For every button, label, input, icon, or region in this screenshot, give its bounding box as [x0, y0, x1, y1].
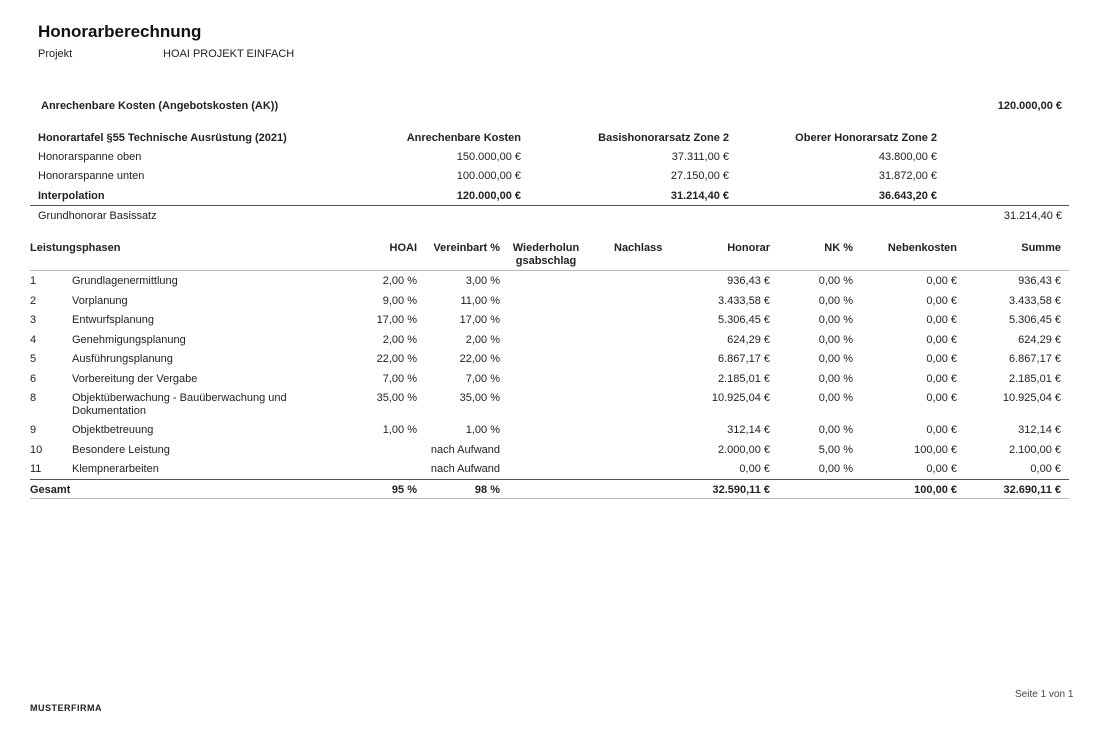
grundhonorar-label: Grundhonorar Basissatz: [38, 210, 157, 222]
honorartafel-cell-basis: 37.311,00 €: [671, 151, 729, 163]
phase-number: 2: [30, 294, 37, 307]
phase-summe: 3.433,58 €: [1009, 294, 1061, 307]
phase-honorar: 624,29 €: [727, 333, 770, 346]
phase-name: Vorbereitung der Vergabe: [72, 372, 198, 385]
interpolation-cell-label: Interpolation: [38, 190, 105, 202]
phase-name: Besondere Leistung: [72, 443, 170, 456]
phase-vereinbart: 1,00 %: [465, 424, 500, 436]
interpolation-cell-oberer: 36.643,20 €: [878, 190, 937, 202]
phase-vereinbart: 35,00 %: [459, 392, 500, 404]
phase-summe: 2.100,00 €: [1009, 443, 1061, 456]
phase-honorar: 2.000,00 €: [718, 443, 770, 456]
phase-number: 3: [30, 314, 37, 326]
phase-name: Entwurfsplanung: [72, 314, 154, 326]
phase-nk: 5,00 %: [818, 443, 853, 456]
total-top-divider: [30, 479, 1069, 480]
phase-summe: 0,00 €: [1030, 463, 1061, 475]
phase-summe: 624,29 €: [1018, 333, 1061, 346]
phase-nebenkosten: 0,00 €: [926, 463, 957, 475]
total-nebenkosten: 100,00 €: [914, 484, 957, 496]
phase-nk: 0,00 %: [818, 333, 853, 346]
phases-header-honorar: Honorar: [727, 242, 770, 254]
phases-header-phase: Leistungsphasen: [30, 242, 121, 254]
phase-name: Klempnerarbeiten: [72, 463, 159, 475]
phase-name: Grundlagenermittlung: [72, 275, 178, 287]
phase-honorar: 10.925,04 €: [711, 392, 770, 404]
honorartafel-cell-label: Honorarspanne oben: [38, 151, 142, 163]
phase-summe: 6.867,17 €: [1009, 353, 1061, 365]
phase-name-continued: Dokumentation: [72, 405, 146, 417]
phase-summe: 312,14 €: [1018, 424, 1061, 436]
total-summe: 32.690,11 €: [1003, 484, 1061, 496]
phases-header-summe: Summe: [1021, 242, 1061, 254]
phase-nebenkosten: 0,00 €: [926, 275, 957, 287]
phase-number: 6: [30, 372, 37, 385]
phase-nebenkosten: 0,00 €: [926, 353, 957, 365]
phases-header-divider: [30, 270, 1069, 271]
ak-label: Anrechenbare Kosten (Angebotskosten (AK)): [41, 100, 279, 112]
honorartafel-cell-kosten: 100.000,00 €: [456, 170, 521, 182]
phase-nebenkosten: 0,00 €: [926, 294, 957, 307]
phase-hoai: 17,00 %: [376, 314, 417, 326]
phase-summe: 936,43 €: [1018, 275, 1061, 287]
phases-header-vereinbart: Vereinbart %: [433, 242, 500, 254]
phase-vereinbart: 2,00 %: [465, 333, 500, 346]
phase-hoai: 7,00 %: [382, 372, 417, 385]
phases-header-hoai: HOAI: [389, 242, 417, 254]
ak-value: 120.000,00 €: [997, 100, 1062, 112]
phase-nebenkosten: 0,00 €: [926, 392, 957, 404]
honorartafel-cell-oberer: 43.800,00 €: [878, 151, 937, 163]
phase-number: 4: [30, 333, 37, 346]
phases-header-nebenkosten: Nebenkosten: [887, 242, 957, 254]
phase-number: 8: [30, 392, 37, 404]
phase-number: 1: [30, 275, 37, 287]
phase-name: Objektbetreuung: [72, 424, 154, 436]
phase-nebenkosten: 0,00 €: [926, 424, 957, 436]
grundhonorar-value: 31.214,40 €: [1003, 210, 1062, 222]
phase-vereinbart: 3,00 %: [465, 275, 500, 287]
honorartafel-cell-basis: 27.150,00 €: [670, 170, 729, 182]
phases-header-wiederholung-1: Wiederholun: [512, 242, 580, 254]
honorartafel-header-kosten: Anrechenbare Kosten: [406, 132, 521, 144]
interpolation-divider: [30, 205, 1069, 206]
phase-hoai: 35,00 %: [376, 392, 417, 404]
phase-honorar: 2.185,01 €: [718, 372, 770, 385]
phase-hoai: 2,00 %: [382, 275, 417, 287]
total-bottom-divider: [30, 498, 1069, 499]
phase-nebenkosten: 100,00 €: [914, 443, 957, 456]
phase-nk: 0,00 %: [818, 392, 853, 404]
phase-number: 9: [30, 424, 37, 436]
phase-hoai: 1,00 %: [382, 424, 417, 436]
phase-honorar: 5.306,45 €: [718, 314, 770, 326]
phase-number: 5: [30, 353, 37, 365]
phase-nebenkosten: 0,00 €: [926, 333, 957, 346]
phases-header-nachlass: Nachlass: [614, 242, 663, 254]
interpolation-cell-kosten: 120.000,00 €: [456, 190, 521, 202]
phase-number: 11: [30, 463, 42, 475]
phase-name: Vorplanung: [72, 294, 128, 307]
phase-vereinbart: 22,00 %: [459, 353, 500, 365]
phase-honorar: 0,00 €: [739, 463, 770, 475]
total-honorar: 32.590,11 €: [712, 484, 770, 496]
phase-honorar: 6.867,17 €: [718, 353, 770, 365]
phase-nk: 0,00 %: [818, 372, 853, 385]
phase-summe: 5.306,45 €: [1009, 314, 1061, 326]
phase-hoai: 22,00 %: [376, 353, 417, 365]
phase-honorar: 936,43 €: [727, 275, 770, 287]
honorartafel-header-basis: Basishonorarsatz Zone 2: [598, 132, 729, 144]
phase-honorar: 312,14 €: [727, 424, 770, 436]
phase-hoai: 2,00 %: [382, 333, 417, 346]
total-label: Gesamt: [30, 484, 71, 496]
interpolation-cell-basis: 31.214,40 €: [670, 190, 729, 202]
phase-summe: 2.185,01 €: [1009, 372, 1061, 385]
honorartafel-cell-oberer: 31.872,00 €: [878, 170, 937, 182]
phase-vereinbart: 7,00 %: [465, 372, 500, 385]
honorartafel-cell-label: Honorarspanne unten: [38, 170, 145, 182]
phase-hoai: 9,00 %: [382, 294, 417, 307]
phase-nebenkosten: 0,00 €: [926, 372, 957, 385]
phase-nk: 0,00 %: [818, 275, 853, 287]
honorartafel-header-label: Honorartafel §55 Technische Ausrüstung (2021): [38, 132, 287, 144]
project-label: Projekt: [38, 48, 73, 60]
phase-number: 10: [30, 443, 43, 456]
project-value: HOAI PROJEKT EINFACH: [163, 48, 295, 60]
honorartafel-cell-kosten: 150.000,00 €: [456, 151, 521, 163]
page-title: Honorarberechnung: [38, 22, 202, 41]
honorartafel-header-oberer: Oberer Honorarsatz Zone 2: [795, 132, 937, 144]
phase-nk: 0,00 %: [818, 314, 853, 326]
phase-vereinbart: nach Aufwand: [430, 463, 500, 475]
phase-name: Genehmigungsplanung: [72, 333, 186, 346]
phase-nebenkosten: 0,00 €: [926, 314, 957, 326]
footer-page-number: Seite 1 von 1: [1015, 689, 1074, 700]
footer-company: MUSTERFIRMA: [30, 703, 102, 713]
phase-nk: 0,00 %: [818, 463, 853, 475]
phase-nk: 0,00 %: [818, 353, 853, 365]
phase-nk: 0,00 %: [818, 294, 853, 307]
phases-header-wiederholung-2: gsabschlag: [515, 255, 577, 267]
total-vereinbart: 98 %: [474, 484, 500, 496]
phases-header-nk: NK %: [824, 242, 853, 254]
phase-name: Objektüberwachung - Bauüberwachung und: [72, 392, 287, 404]
phase-name: Ausführungsplanung: [72, 353, 173, 365]
phase-vereinbart: 17,00 %: [459, 314, 500, 326]
phase-nk: 0,00 %: [818, 424, 853, 436]
phase-vereinbart: nach Aufwand: [430, 443, 500, 456]
phase-vereinbart: 11,00 %: [460, 294, 500, 307]
phase-honorar: 3.433,58 €: [718, 294, 770, 307]
total-hoai: 95 %: [391, 484, 417, 496]
phase-summe: 10.925,04 €: [1002, 392, 1061, 404]
